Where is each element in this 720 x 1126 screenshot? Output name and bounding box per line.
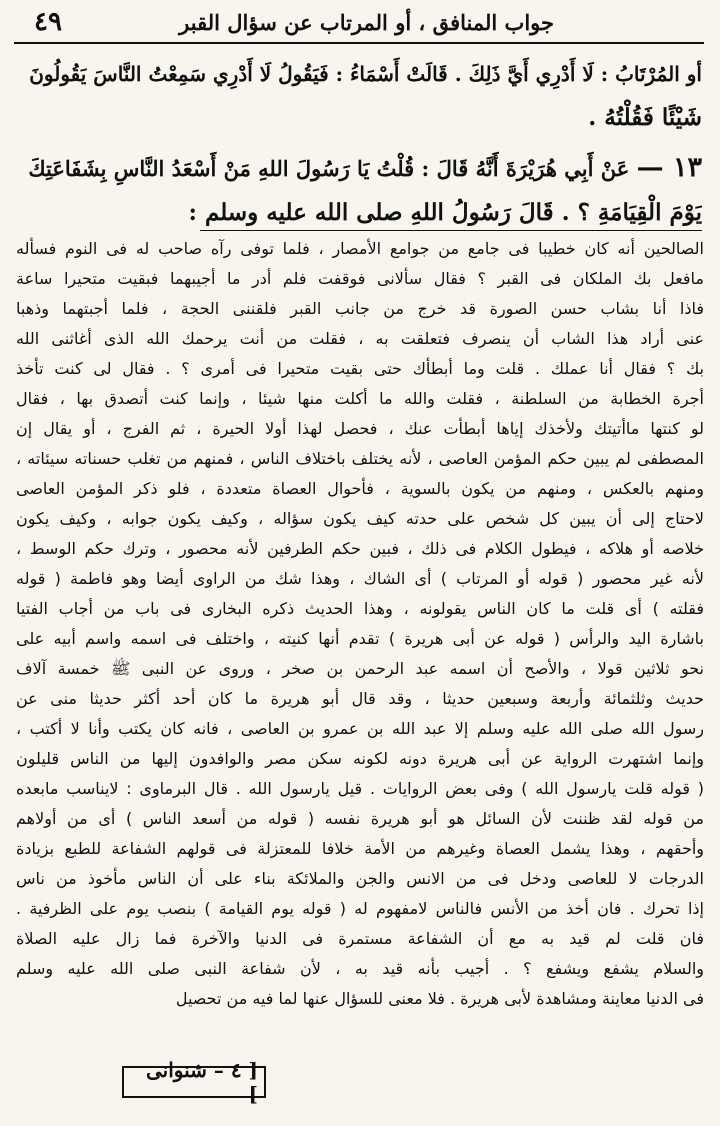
commentary-line: والسلام يشفع ويشفع ؟ . أجيب بأنه قيد به ، لأن شفاعة النبى صلى الله عليه وسلم bbox=[16, 959, 704, 978]
commentary-line: مافعل بك الملكان فى القبر ؟ فقال سألانى فوقفت فلم أدر ما أجيبهما فبقيت متحيرا ساعة bbox=[16, 269, 704, 288]
commentary-line: المصطفى لم يبين حكم المؤمن العاصى ، لأنه يختلف باختلاف الناس ، فمنهم من تغلب حسناته سيئاته ، bbox=[16, 449, 704, 468]
commentary-line: فى الدنيا معاينة ومشاهدة لأبى هريرة . فلا معنى للسؤال عنها لما فيه من تحصيل bbox=[175, 989, 704, 1008]
matn-line: عَنْ أَبِي هُرَيْرَةَ أَنَّهُ قَالَ : قُلْتُ يَا رَسُولَ اللهِ مَنْ أَسْعَدُ النَّاسِ بِشَفَاعَتِكَ bbox=[28, 156, 630, 181]
commentary-line: فان قلت لم قيد به مع أن الشفاعة مستمرة فى الدنيا والآخرة فما زال عليه الصلاة bbox=[16, 929, 704, 948]
commentary-line: وأحقهم ، وهذا يشمل العصاة وغيرهم من الأمة خلافا للمعتزلة فى قولهم الشفاعة للطبع بزيادة bbox=[16, 839, 704, 858]
commentary-line: بك ؟ فقال أنا عملك . قلت وما أبطأك حتى بقيت متحيرا فى أمرى ؟ . فقال لى كنت تأخذ bbox=[16, 359, 704, 378]
commentary-line: خلاصه أو هلاكه ، فيطول الكلام فى ذلك ، فبين حكم الطرفين لأنه محصور ، وترك حكم الوسط ، bbox=[16, 539, 704, 558]
printer-signature-mark: [ ٤ – شنوانى ] bbox=[130, 1066, 258, 1098]
commentary-line: أجرة الخطابة من السلطنة ، فقلت والله ما أكلت منها شيئا ، وإنما كنت أتصدق بها ، فقال bbox=[16, 389, 704, 408]
commentary-line: لو كنتها ماأتيتك ولأخذك إياها أبطأت عنك ، فحصل لهذا أولا الحيرة ، ثم الفرج ، أو يقال إن bbox=[16, 419, 704, 438]
matn-line: شَيْئًا فَقُلْتُهُ . bbox=[588, 104, 702, 131]
section-divider bbox=[200, 230, 702, 231]
commentary-text bbox=[16, 234, 704, 1014]
hadith-text bbox=[18, 52, 702, 235]
commentary-line: ( قوله قلت يارسول الله ) وفى بعض الروايات . قيل يارسول الله . قال البرماوى : لايناسب مابعده bbox=[16, 779, 704, 798]
commentary-line: ومنهم بالعكس ، ومنهم من يكون بالسوية ، فأحوال العصاة متعددة ، فلو ذكر المؤمن العاصى bbox=[16, 479, 704, 498]
commentary-line: الصالحين أنه كان خطيبا فى جامع من جوامع الأمصار ، فلما توفى رآه صاحب له فى النوم فسأله bbox=[16, 239, 704, 258]
commentary-line: الدرجات لا للعاصى ودخل فى من الانس والجن والملائكة بناء على أن الناس مأخوذ من ناس bbox=[16, 869, 704, 888]
matn-line: يَوْمَ الْقِيَامَةِ ؟ . قَالَ رَسُولُ اللهِ صلى الله عليه وسلم : bbox=[188, 199, 702, 226]
page-number: ٤٩ bbox=[34, 7, 62, 37]
commentary-line: رسول الله صلى الله عليه وسلم إلا عبد الله بن عمرو بن العاصى ، فانه كان يكتب وأنا لا أكتب ، bbox=[16, 719, 704, 738]
commentary-line: فقلته ) أى قلت ما كان الناس يقولونه ، وهذا الحديث ذكره البخارى فى باب من أجاب الفتيا bbox=[16, 599, 704, 618]
running-header bbox=[14, 2, 704, 44]
commentary-line: إذا تحرك . فان أخذ من الأنس فالناس لامفهوم له ( قوله يوم القيامة ) بنصب يوم على الظرفية . bbox=[16, 899, 704, 918]
running-title: جواب المنافق ، أو المرتاب عن سؤال القبر bbox=[179, 9, 554, 35]
commentary-line: باشارة اليد والرأس ( قوله عن أبى هريرة ) تقدم أنها كنيته ، واختلف فى اسمه واسم أبيه على bbox=[16, 629, 704, 648]
commentary-line: لأنه غير محصور ( قوله أو المرتاب ) أى الشاك ، وهذا شك من الراوى أيضا وهو فاطمة ( قوله bbox=[16, 569, 704, 588]
hadith-13 bbox=[18, 146, 702, 191]
commentary-line: من قوله لقد ظننت لأن السائل هو أبو هريرة نفسه ( قوله من أسعد الناس ) أى من أولاهم bbox=[16, 809, 704, 828]
hadith-number: ١٣ — bbox=[636, 152, 702, 183]
commentary-line: فاذا أنا بشاب حسن الصورة قد خرج من جانب القبر فلقننى الحجة ، فلما أجبتهما وذهبا bbox=[16, 299, 704, 318]
matn-line: أو المُرْتَابُ : لَا أَدْرِي أَيَّ ذَلِكَ . قَالَتْ أَسْمَاءُ : فَيَقُولُ لَا أَدْرِي سَمِعْتُ النَّاسَ يَقُولُونَ bbox=[29, 62, 702, 86]
commentary-line: لاحتاج إلى أن يبين كل شخص على حدته كيف يكون سؤاله ، وكيف يكون جوابه ، وكيف يكون bbox=[16, 509, 704, 528]
commentary-line: حديث وثلثمائة وأربعة وسبعين حديثا ، وقد قال أبو هريرة ما كان أحد أكثر حديثا منى عن bbox=[16, 689, 704, 708]
commentary-line: عنى أراد هذا الشاب أن ينصرف فتعلقت به ، فقلت من أنت يرحمك الله الذى أغاثنى الله bbox=[16, 329, 704, 348]
commentary-line: نحو ثلاثين قولا ، والأصح أن اسمه عبد الرحمن بن صخر ، وروى عن النبى ﷺ خمسة آلاف bbox=[16, 659, 704, 678]
commentary-line: وإنما اشتهرت الرواية عن أبى هريرة دونه لكونه سكن مصر والوافدون إليها من الناس قليلون bbox=[16, 749, 704, 768]
